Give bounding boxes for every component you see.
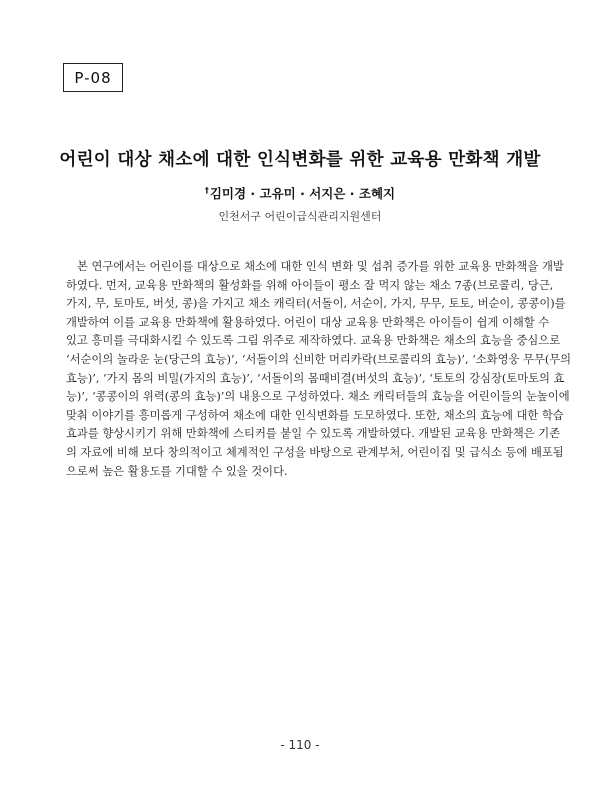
abstract-line: 있고 흥미를 극대화시킬 수 있도록 그림 위주로 제작하였다. 교육용 만화책은 채소의 효능을 중심으로 bbox=[66, 334, 561, 348]
abstract-line: 개발하여 이를 교육용 만화책에 활용하였다. 어린이 대상 교육용 만화책은 아이들이 쉽게 이해할 수 bbox=[66, 315, 550, 329]
abstract-line: 효능)’, ‘가지 몸의 비밀(가지의 효능)’, ‘서돌이의 몸때비결(버섯의 효능)’, ‘토토의 강심장(토마토의 효 bbox=[66, 371, 565, 385]
author-list bbox=[0, 184, 600, 202]
abstract-line: 의 자료에 비해 보다 창의적이고 체계적인 구성을 바탕으로 관계부처, 어린이집 및 급식소 등에 배포됨 bbox=[66, 445, 564, 459]
abstract-line: 으로써 높은 활용도를 기대할 수 있을 것이다. bbox=[66, 464, 288, 478]
abstract-line: 맞춰 이야기를 흥미롭게 구성하여 채소에 대한 인식변화를 도모하였다. 또한, 채소의 효능에 대한 학습 bbox=[66, 408, 564, 422]
abstract-line: 하였다. 먼저, 교육용 만화책의 활성화를 위해 아이들이 평소 잘 먹지 않는 채소 7종(브로콜리, 당근, bbox=[66, 278, 554, 292]
page-id-label: P-08 bbox=[63, 63, 123, 92]
abstract-line: 능)’, ‘콩콩이의 위력(콩의 효능)’의 내용으로 구성하였다. 채소 캐릭터들의 효능을 어린이들의 눈높이에 bbox=[66, 390, 570, 404]
abstract-line: 가지, 무, 토마토, 버섯, 콩)을 가지고 채소 캐릭터(서돌이, 서순이, 가지, 무무, 토토, 버순이, 콩콩이)를 bbox=[66, 297, 566, 311]
abstract-line: 본 연구에서는 어린이를 대상으로 채소에 대한 인식 변화 및 섭취 증가를 위한 교육용 만화책을 개발 bbox=[77, 260, 564, 273]
author-affiliation: 인천서구 어린이급식관리지원센터 bbox=[218, 210, 382, 223]
author-names: 김미경 · 고유미 · 서지은 · 조혜지 bbox=[209, 186, 396, 201]
abstract-line: 효과를 향상시키기 위해 만화책에 스티커를 붙일 수 있도록 개발하였다. 개발된 교육용 만화책은 기존 bbox=[66, 427, 561, 441]
abstract-line: ‘서순이의 놀라운 눈(당근의 효능)’, ‘서돌이의 신비한 머리카락(브로콜리의 효능)’, ‘소화영웅 무무(무의 bbox=[66, 352, 572, 366]
abstract-body bbox=[66, 258, 572, 481]
paper-title: 어린이 대상 채소에 대한 인식변화를 위한 교육용 만화책 개발 bbox=[59, 150, 541, 170]
page-number: - 110 - bbox=[280, 738, 320, 752]
corresponding-author-mark: † bbox=[204, 185, 209, 195]
